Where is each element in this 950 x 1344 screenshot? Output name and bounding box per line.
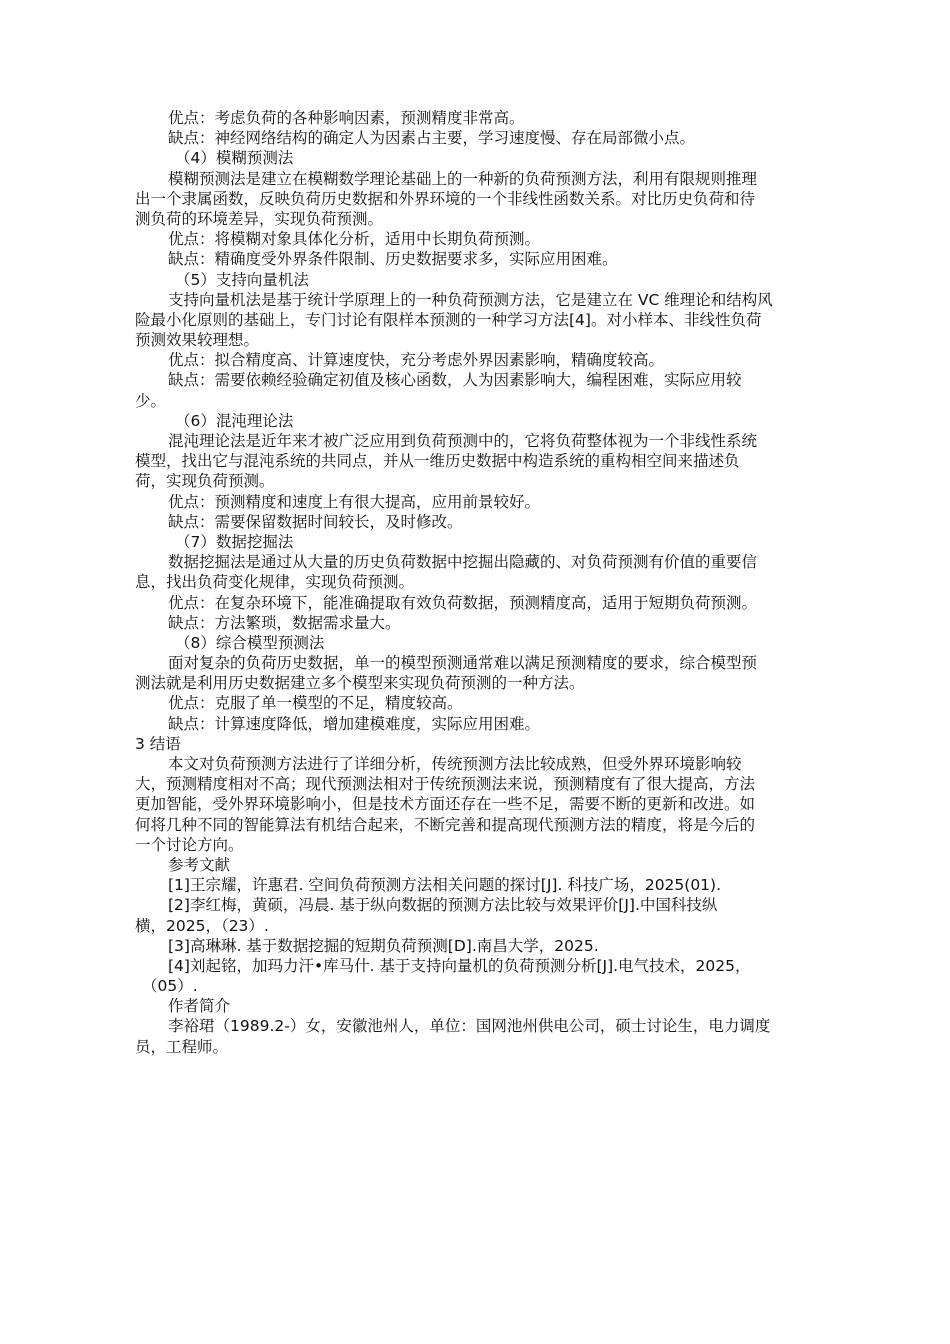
author-bio-heading: 作者简介 — [168, 997, 231, 1016]
paragraph-line: 混沌理论法是近年来才被广泛应用到负荷预测中的，它将负荷整体视为一个非线性系统 — [168, 432, 758, 450]
reference-item: [2]李红梅，黄硕，冯晨. 基于纵向数据的预测方法比较与效果评价[J].中国科技纵 — [168, 896, 718, 915]
paragraph-line: 测负荷的环境差异，实现负荷预测。 — [135, 209, 384, 228]
paragraph-line: 模型，找出它与混沌系统的共同点，并从一维历史数据中构造系统的重构相空间来描述负 — [135, 452, 740, 471]
paragraph-line: 本文对负荷预测方法进行了详细分析，传统预测方法比较成熟，但受外界环境影响较 — [168, 755, 742, 773]
paragraph-line: 测法就是利用历史数据建立多个模型来实现负荷预测的一种方法。 — [135, 674, 585, 693]
paragraph-line: 一个讨论方向。 — [135, 835, 244, 854]
section-heading: （6）混沌理论法 — [175, 411, 294, 430]
conclusion-heading: 3 结语 — [135, 734, 181, 753]
reference-item: [1]王宗耀，许惠君. 空间负荷预测方法相关问题的探讨[J]. 科技广场，2025(01). — [168, 876, 722, 895]
section-heading: （4）模糊预测法 — [175, 149, 294, 168]
paragraph-line: 支持向量机法是基于统计学原理上的一种负荷预测方法，它是建立在 VC 维理论和结构风 — [168, 290, 773, 309]
con-text: 缺点：需要保留数据时间较长，及时修改。 — [168, 512, 463, 531]
pro-text: 优点：将模糊对象具体化分析，适用中长期负荷预测。 — [168, 230, 541, 249]
reference-continuation: 横，2025，（23）. — [135, 916, 269, 935]
section-heading: （7）数据挖掘法 — [175, 532, 294, 551]
reference-item: [4]刘起铭，加玛力汗•库马什. 基于支持向量机的负荷预测分析[J].电气技术，2025， — [168, 956, 751, 975]
pro-text: 优点：预测精度和速度上有很大提高，应用前景较好。 — [168, 492, 541, 511]
section-heading: （5）支持向量机法 — [175, 270, 309, 289]
reference-item: [3]高琳琳. 基于数据挖掘的短期负荷预测[D].南昌大学，2025. — [168, 936, 599, 955]
paragraph-line: 出一个隶属函数，反映负荷历史数据和外界环境的一个非线性函数关系。对比历史负荷和待 — [135, 189, 756, 208]
con-text: 缺点：方法繁琐，数据需求量大。 — [168, 613, 401, 632]
paragraph-line: 息，找出负荷变化规律，实现负荷预测。 — [135, 573, 415, 592]
paragraph-line: 预测效果较理想。 — [135, 331, 260, 350]
author-bio-line: 员，工程师。 — [135, 1037, 229, 1056]
paragraph-line: 险最小化原则的基础上，专门讨论有限样本预测的一种学习方法[4]。对小样本、非线性负荷 — [135, 310, 762, 329]
paragraph-line: 数据挖掘法是通过从大量的历史负荷数据中挖掘出隐藏的、对负荷预测有价值的重要信 — [168, 553, 758, 572]
pro-text: 优点：克服了单一模型的不足，精度较高。 — [168, 694, 463, 713]
reference-continuation: （05）. — [142, 977, 198, 996]
section-heading: （8）综合模型预测法 — [175, 633, 325, 652]
paragraph-line: 何将几种不同的智能算法有机结合起来，不断完善和提高现代预测方法的精度，将是今后的 — [135, 815, 756, 834]
paper-body — [135, 108, 810, 1057]
con-text: 缺点：计算速度降低，增加建模难度，实际应用困难。 — [168, 714, 541, 733]
paragraph-line: 大，预测精度相对不高；现代预测法相对于传统预测法来说，预测精度有了很大提高，方法 — [135, 775, 756, 794]
references-heading: 参考文献 — [168, 855, 231, 874]
con-text: 缺点：精确度受外界条件限制、历史数据要求多，实际应用困难。 — [168, 250, 618, 269]
paragraph-line: 少。 — [135, 391, 167, 410]
paragraph-line: 更加智能，受外界环境影响小，但是技术方面还存在一些不足，需要不断的更新和改进。如 — [135, 795, 756, 814]
con-text: 缺点：需要依赖经验确定初值及核心函数，人为因素影响大，编程困难，实际应用较 — [168, 371, 742, 390]
paragraph-line: 面对复杂的负荷历史数据，单一的模型预测通常难以满足预测精度的要求，综合模型预 — [168, 654, 758, 673]
pro-text: 优点：考虑负荷的各种影响因素，预测精度非常高。 — [168, 109, 525, 127]
paragraph-line: 模糊预测法是建立在模糊数学理论基础上的一种新的负荷预测方法，利用有限规则推理 — [168, 169, 758, 188]
con-text: 缺点：神经网络结构的确定人为因素占主要，学习速度慢、存在局部微小点。 — [168, 129, 696, 148]
pro-text: 优点：在复杂环境下，能准确提取有效负荷数据，预测精度高，适用于短期负荷预测。 — [168, 593, 758, 612]
paragraph-line: 荷，实现负荷预测。 — [135, 472, 275, 491]
pro-text: 优点：拟合精度高、计算速度快，充分考虑外界因素影响，精确度较高。 — [168, 351, 665, 370]
author-bio-line: 李裕珺（1989.2-）女，安徽池州人，单位：国网池州供电公司，硕士讨论生，电力调度 — [168, 1017, 771, 1036]
